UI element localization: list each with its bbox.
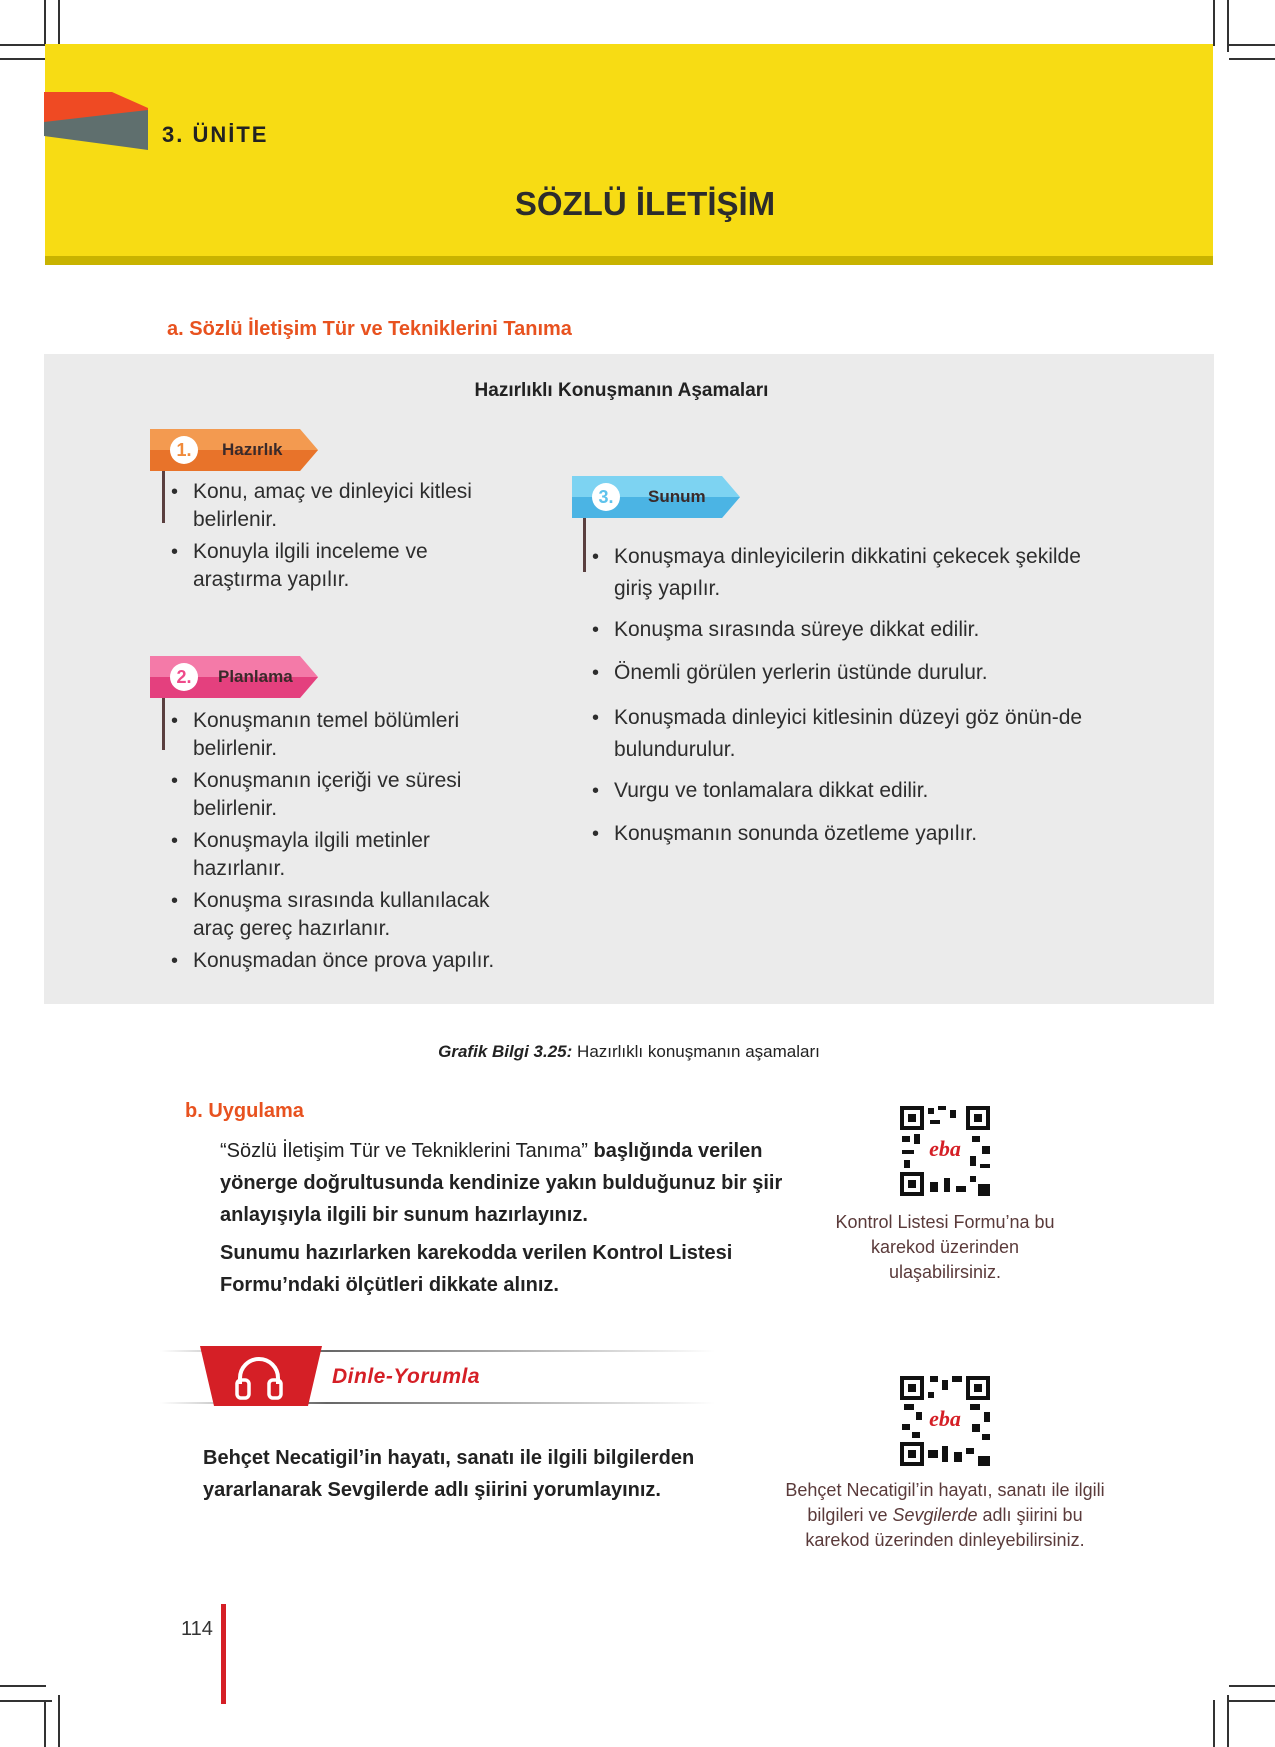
application-quote: “Sözlü İletişim Tür ve Tekniklerini Tanıma” [220,1140,588,1162]
stage-divider [162,471,165,523]
page-number: 114 [181,1618,213,1640]
crop-mark [44,1700,46,1747]
list-item: • Konuşmadan önce prova yapılır. [168,947,508,975]
dinle-yorumla-text: Behçet Necatigil’in hayatı, sanatı ile ilgili bilgilerden yararlanarak Sevgilerde adlı şiirini yorumlayınız. [203,1447,695,1501]
stage-divider [583,518,586,572]
eba-logo: eba [929,1136,961,1161]
crop-mark [1213,1700,1215,1747]
qr-caption-italic: Sevgilerde [892,1505,978,1525]
list-item: • Konuşmanın sonunda özetleme yapılır. [589,820,1094,848]
stage-list-planlama [168,707,508,975]
figure-caption [44,1042,1214,1062]
crop-mark [0,1700,52,1702]
list-item: • Konuşmayla ilgili metinler hazırlanır. [168,827,508,883]
header-underline [45,256,1213,265]
application-instruction: Sunumu hazırlarken karekodda verilen Kontrol Listesi Formu’ndaki ölçütleri dikkate alınız. [220,1242,733,1296]
stage-tab-planlama [150,656,320,698]
application-instruction: başlığında verilen yönerge doğrultusunda kendinize yakın bulduğunuz bir şiir anlayışıyla ilgili bir sunum hazırlayınız. [220,1140,783,1226]
crop-mark [58,1695,60,1747]
stage-label: Sunum [648,487,706,506]
stage-tab-sunum [572,476,742,518]
stage-label: Planlama [218,667,293,686]
list-item: • Konu, amaç ve dinleyici kitlesi belirlenir. [168,478,508,534]
caption-text: Hazırlıklı konuşmanın aşamaları [572,1042,820,1061]
stages-box-title: Hazırlıklı Konuşmanın Aşamaları [474,380,769,401]
dinle-yorumla-label: Dinle-Yorumla [332,1365,481,1388]
application-text [220,1135,820,1307]
crop-mark [1229,1685,1275,1687]
qr-caption [780,1478,1110,1553]
qr-code-sevgilerde[interactable] [900,1376,990,1466]
unit-ribbon-icon [44,92,156,150]
stage-list-hazirlik [168,478,508,594]
unit-label: 3. ÜNİTE [162,122,269,147]
list-item: • Konuşma sırasında kullanılacak araç gereç hazırlanır. [168,887,508,943]
list-item: • Konuşmanın içeriği ve süresi belirlenir. [168,767,508,823]
section-b-heading: b. Uygulama [185,1100,304,1122]
stage-number: 2. [170,663,198,691]
crop-mark [44,0,46,46]
header-band [45,44,1213,260]
list-item: • Önemli görülen yerlerin üstünde durulur. [589,659,1094,687]
headphones-icon [234,1354,284,1400]
stage-label: Hazırlık [222,440,283,459]
crop-mark [1229,1700,1275,1702]
list-item: • Konuyla ilgili inceleme ve araştırma yapılır. [168,538,508,594]
stage-list-sunum [589,541,1094,848]
list-item: • Vurgu ve tonlamalara dikkat edilir. [589,777,1094,805]
application-paragraph [220,1237,820,1301]
list-item: • Konuşmanın temel bölümleri belirlenir. [168,707,508,763]
eba-logo: eba [929,1406,961,1431]
stage-divider [162,698,165,750]
qr-caption-part: adlı şiirini bu karekod üzerinden dinleyebilirsiniz. [805,1505,1085,1550]
qr-code-kontrol-listesi[interactable] [900,1106,990,1196]
list-item: • Konuşmaya dinleyicilerin dikkatini çekecek şekilde giriş yapılır. [589,541,1094,605]
qr-caption-part: Behçet Necatigil’in hayatı, sanatı ile ilgili bilgileri ve [785,1480,1105,1525]
crop-mark [1227,44,1275,46]
crop-mark [1229,58,1275,60]
page-number-bar [221,1604,226,1704]
list-item: • Konuşma sırasında süreye dikkat edilir. [589,616,1094,644]
stage-number: 3. [592,483,620,511]
stage-tab-hazirlik [150,429,320,471]
stage-number: 1. [170,436,198,464]
qr-caption: Kontrol Listesi Formu’na bu karekod üzerinden ulaşabilirsiniz. [835,1212,1055,1282]
section-a-heading: a. Sözlü İletişim Tür ve Tekniklerini Tanıma [167,318,572,340]
page-title: SÖZLÜ İLETİŞİM [514,185,776,222]
list-item: • Konuşmada dinleyici kitlesinin düzeyi göz önün-de bulundurulur. [589,702,1094,766]
crop-mark [0,1685,46,1687]
crop-mark [0,44,46,46]
caption-label: Grafik Bilgi 3.25: [438,1042,573,1061]
crop-mark [1227,1695,1229,1747]
application-paragraph [220,1135,820,1231]
crop-mark [1213,0,1215,46]
